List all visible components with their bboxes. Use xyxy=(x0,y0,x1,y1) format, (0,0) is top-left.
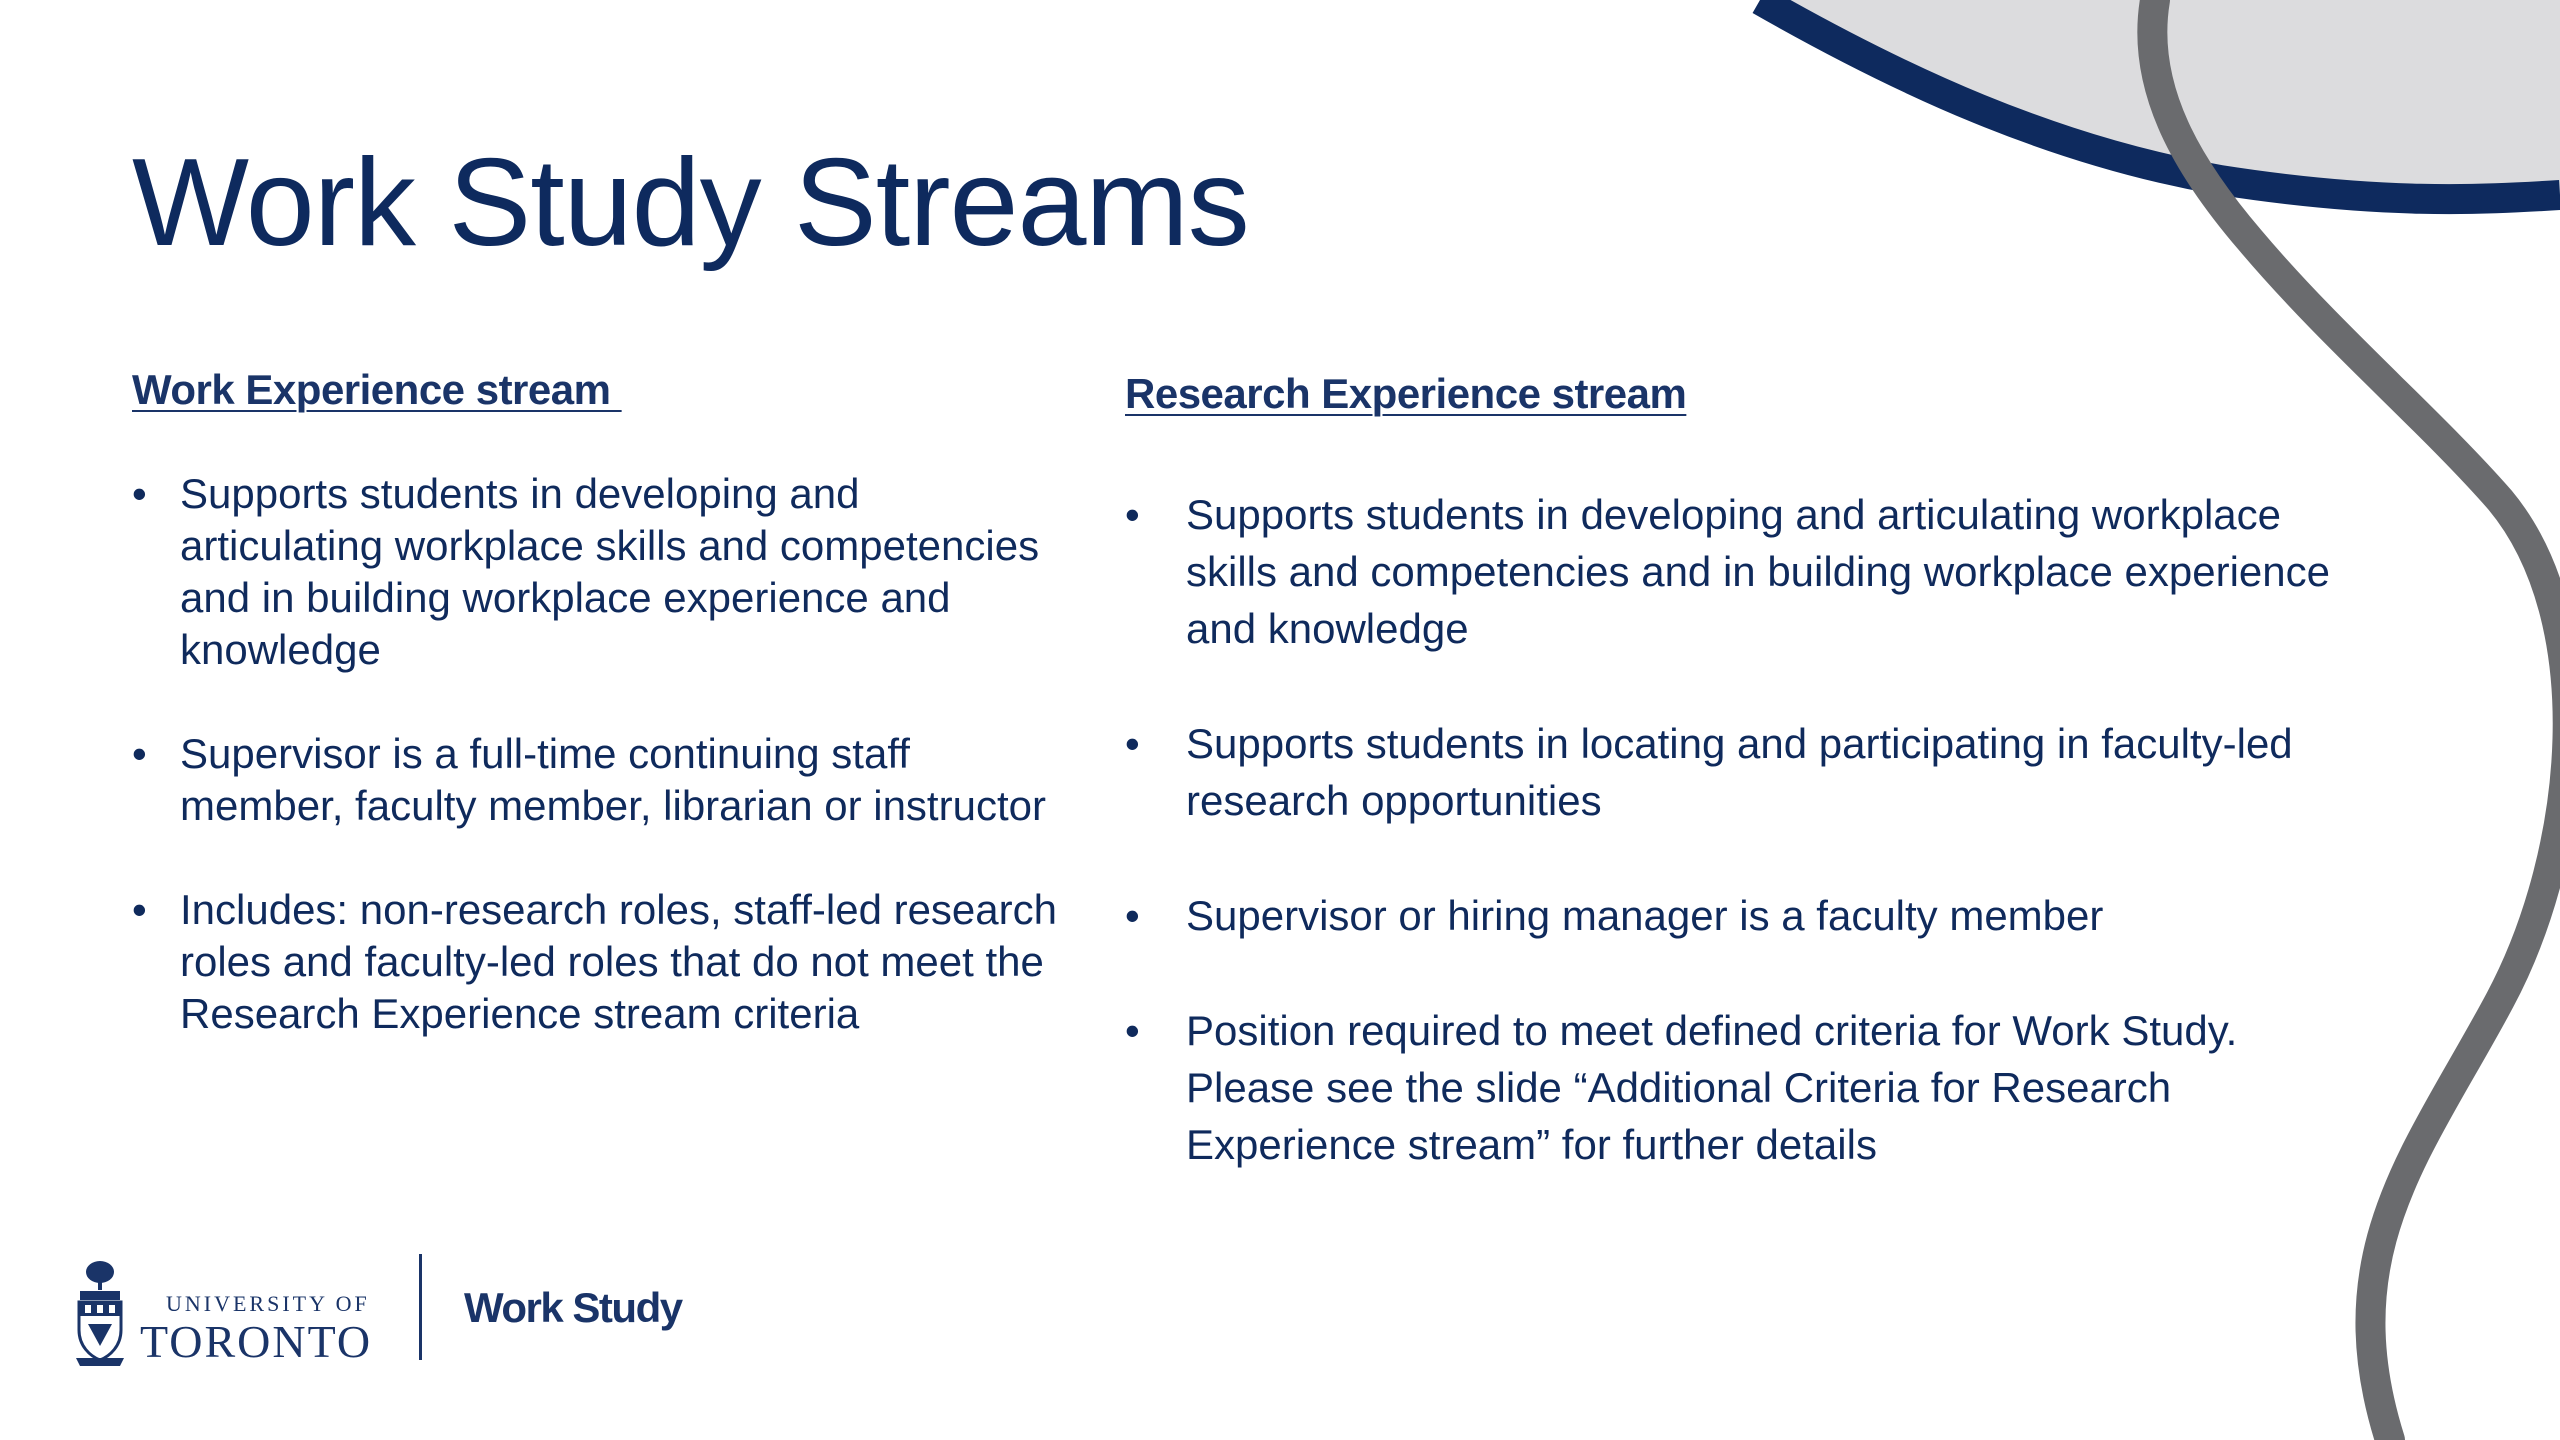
bullet-icon: • xyxy=(132,470,147,517)
bullet-icon: • xyxy=(1125,1007,1140,1054)
list-item xyxy=(1125,715,2365,829)
list-item xyxy=(132,728,1062,832)
toronto-text: TORONTO xyxy=(140,1316,373,1367)
bullet-icon: • xyxy=(132,730,147,777)
logo-divider xyxy=(419,1254,422,1360)
slide-title: Work Study Streams xyxy=(132,134,1249,272)
list-item xyxy=(132,468,1062,676)
list-item xyxy=(1125,887,2365,944)
bullet-icon: • xyxy=(1125,491,1140,538)
work-experience-column xyxy=(132,366,1062,1092)
bullet-icon: • xyxy=(132,886,147,933)
work-study-brand: Work Study xyxy=(464,1284,682,1331)
university-of-text: UNIVERSITY OF xyxy=(166,1291,370,1316)
list-item xyxy=(1125,486,2365,657)
research-experience-heading: Research Experience stream xyxy=(1125,370,1687,417)
research-experience-list xyxy=(1125,486,2365,1173)
research-experience-column xyxy=(1125,370,2365,1231)
list-item-text: Supports students in developing and articulating workplace skills and competencies and in building workplace experience and knowledge xyxy=(180,470,1040,673)
list-item xyxy=(1125,1002,2365,1173)
list-item xyxy=(132,884,1062,1040)
bullet-icon: • xyxy=(1125,892,1140,939)
university-crest-icon xyxy=(74,1258,126,1368)
work-experience-heading: Work Experience stream xyxy=(132,366,622,413)
footer-logo xyxy=(74,1254,694,1367)
list-item-text: Supports students in locating and participating in faculty-led research opportunities xyxy=(1186,720,2293,824)
bullet-icon: • xyxy=(1125,720,1140,767)
list-item-text: Supports students in developing and articulating workplace skills and competencies and in building workplace experience and knowledge xyxy=(1186,491,2330,652)
list-item-text: Supervisor is a full-time continuing staff member, faculty member, librarian or instructor xyxy=(180,730,1046,829)
list-item-text: Position required to meet defined criteria for Work Study. Please see the slide “Additional Criteria for Research Experience stream” for further details xyxy=(1186,1007,2238,1168)
list-item-text: Supervisor or hiring manager is a faculty member xyxy=(1186,892,2104,939)
work-experience-list xyxy=(132,468,1062,1040)
list-item-text: Includes: non-research roles, staff-led research roles and faculty-led roles that do not meet the Research Experience stream criteria xyxy=(180,886,1057,1037)
